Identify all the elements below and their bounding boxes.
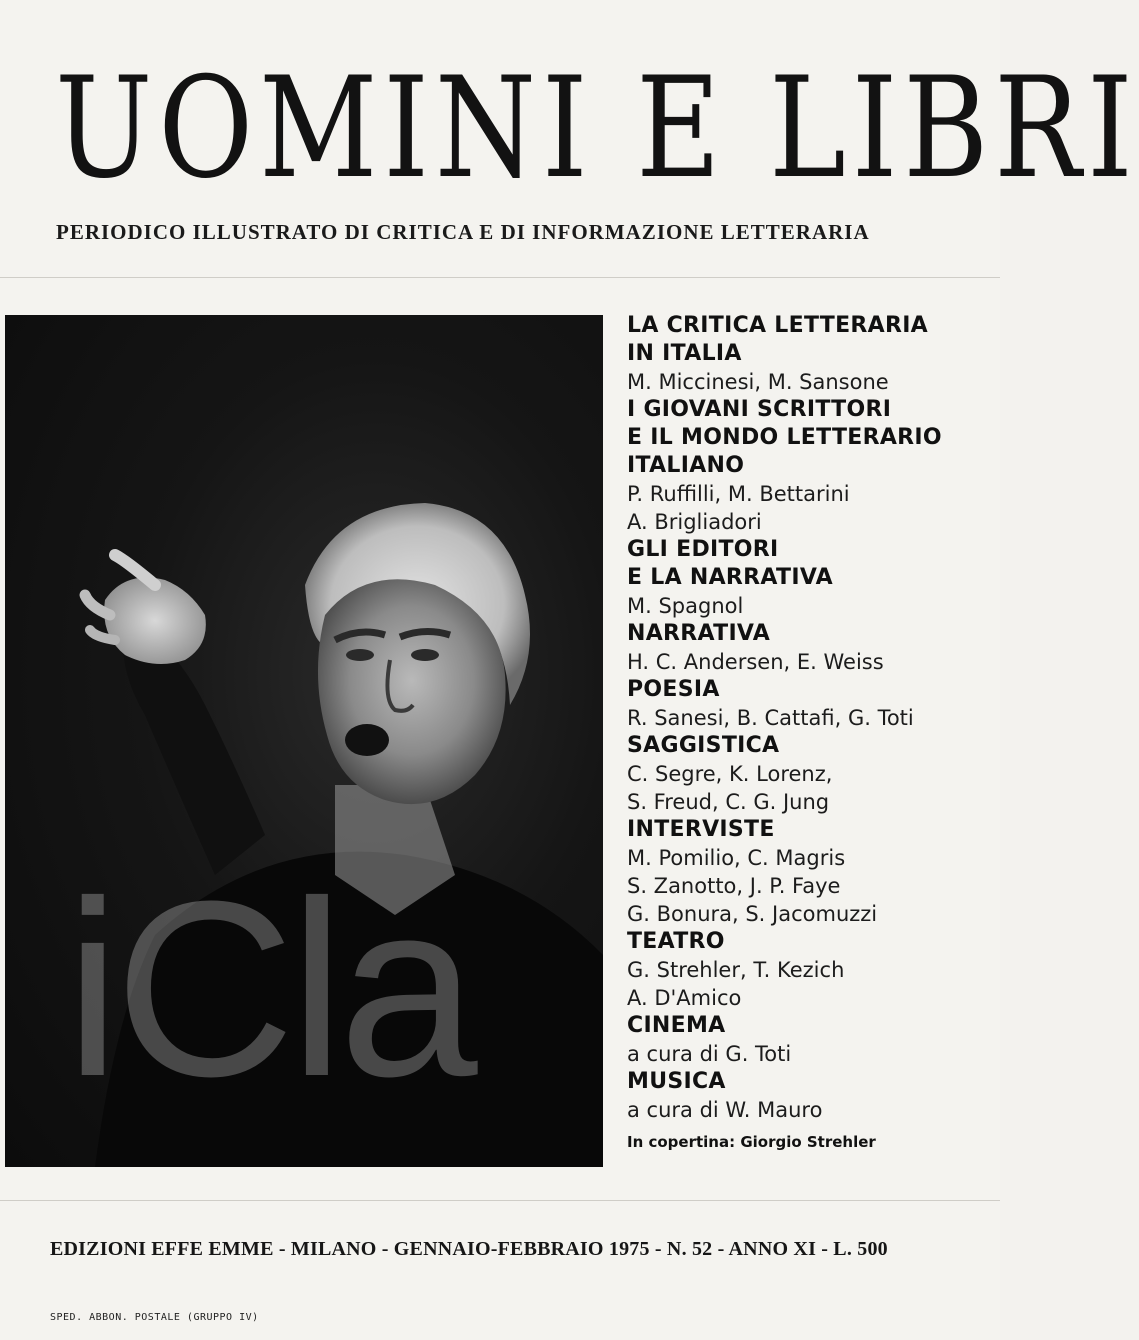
section-authors: M. Spagnol: [627, 594, 744, 618]
section-authors: M. Pomilio, C. Magris: [627, 846, 846, 870]
top-divider: [0, 277, 1000, 278]
section-authors: H. C. Andersen, E. Weiss: [627, 650, 884, 674]
section-title: MUSICA: [627, 1069, 726, 1094]
publisher-line: EDIZIONI EFFE EMME - MILANO - GENNAIO-FEBBRAIO 1975 - N. 52 - ANNO XI - L. 500: [50, 1238, 888, 1260]
section-title: INTERVISTE: [627, 817, 775, 842]
contents-section: [627, 732, 997, 816]
section-title: I GIOVANI SCRITTORI: [627, 397, 892, 422]
section-title: POESIA: [627, 677, 720, 702]
section-authors: A. D'Amico: [627, 986, 742, 1010]
section-authors: G. Bonura, S. Jacomuzzi: [627, 902, 878, 926]
section-title: E IL MONDO LETTERARIO: [627, 425, 942, 450]
contents-section: [627, 620, 997, 676]
watermark-text: iCla: [65, 849, 472, 1128]
section-title: TEATRO: [627, 929, 725, 954]
section-title: E LA NARRATIVA: [627, 565, 833, 590]
section-authors: C. Segre, K. Lorenz,: [627, 762, 833, 786]
section-authors: S. Freud, C. G. Jung: [627, 790, 830, 814]
section-authors: A. Brigliadori: [627, 510, 762, 534]
contents-section: [627, 676, 997, 732]
postal-note: SPED. ABBON. POSTALE (GRUPPO IV): [50, 1312, 259, 1323]
section-title: IN ITALIA: [627, 341, 742, 366]
section-title: LA CRITICA LETTERARIA: [627, 313, 929, 338]
contents-section: [627, 536, 997, 620]
contents-section: [627, 1012, 997, 1068]
table-of-contents: [627, 312, 997, 1154]
masthead-title: UOMINI E LIBRI: [55, 46, 1139, 210]
section-authors: P. Ruffilli, M. Bettarini: [627, 482, 850, 506]
contents-section: [627, 396, 997, 536]
bottom-divider: [0, 1200, 1000, 1201]
section-title: SAGGISTICA: [627, 733, 780, 758]
masthead-subtitle: PERIODICO ILLUSTRATO DI CRITICA E DI INFORMAZIONE LETTERARIA: [56, 220, 870, 244]
contents-section: [627, 1068, 997, 1124]
section-authors: a cura di W. Mauro: [627, 1098, 823, 1122]
section-authors: R. Sanesi, B. Cattafi, G. Toti: [627, 706, 914, 730]
contents-section: [627, 928, 997, 1012]
section-authors: M. Miccinesi, M. Sansone: [627, 370, 889, 394]
section-title: ITALIANO: [627, 453, 745, 478]
cover-credit: In copertina: Giorgio Strehler: [627, 1133, 876, 1151]
section-title: CINEMA: [627, 1013, 726, 1038]
section-authors: S. Zanotto, J. P. Faye: [627, 874, 841, 898]
section-title: GLI EDITORI: [627, 537, 779, 562]
cover-photo: [5, 315, 603, 1167]
section-authors: a cura di G. Toti: [627, 1042, 792, 1066]
contents-section: [627, 816, 997, 928]
section-title: NARRATIVA: [627, 621, 771, 646]
section-authors: G. Strehler, T. Kezich: [627, 958, 845, 982]
contents-section: [627, 312, 997, 396]
